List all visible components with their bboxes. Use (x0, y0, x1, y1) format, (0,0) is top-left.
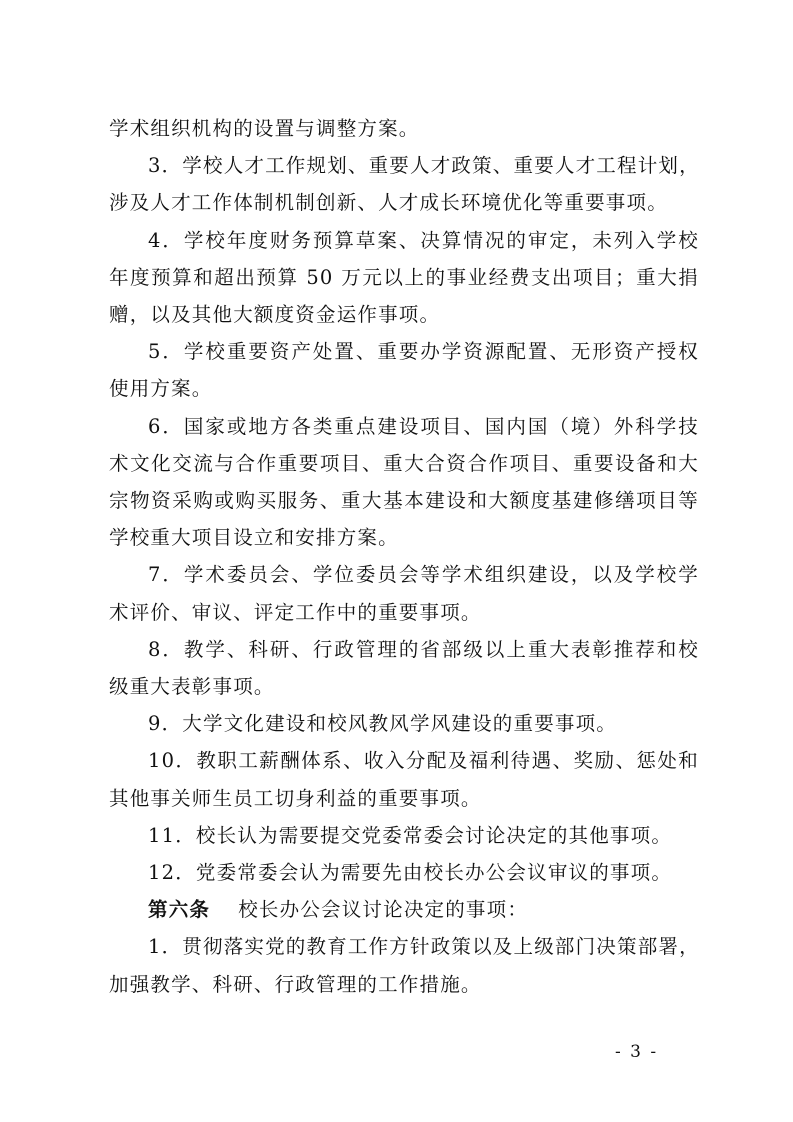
text-line: 11．校长认为需要提交党委常委会讨论决定的其他事项。 (148, 823, 673, 847)
paragraph (109, 147, 699, 221)
paragraph (109, 817, 699, 854)
paragraph (109, 742, 699, 816)
body-text (109, 110, 699, 1003)
paragraph (109, 222, 699, 334)
text-line: 8．教学、科研、行政管理的省部级以上重大表彰推荐和校 (148, 637, 699, 661)
paragraph (109, 333, 699, 407)
text-line: 12．党委常委会认为需要先由校长办公会议审议的事项。 (148, 861, 673, 885)
text-line: 年度预算和超出预算 50 万元以上的事业经费支出项目；重大捐 (109, 265, 699, 289)
text-line: 加强教学、科研、行政管理的工作措施。 (109, 972, 482, 996)
article-text: 校长办公会议讨论决定的事项： (238, 898, 529, 922)
paragraph (109, 705, 699, 742)
paragraph (109, 110, 699, 147)
text-line: 术评价、审议、评定工作中的重要事项。 (109, 600, 482, 624)
page-number: - 3 - (615, 1042, 659, 1062)
text-line: 级重大表彰事项。 (109, 675, 275, 699)
paragraph (109, 556, 699, 630)
text-line: 术文化交流与合作重要项目、重大合资合作项目、重要设备和大 (109, 451, 699, 475)
paragraph (109, 631, 699, 705)
article-paragraph (109, 891, 699, 928)
text-line: 涉及人才工作体制机制创新、人才成长环境优化等重要事项。 (109, 191, 668, 215)
text-line: 3．学校人才工作规划、重要人才政策、重要人才工程计划， (148, 154, 700, 178)
text-line: 5．学校重要资产处置、重要办学资源配置、无形资产授权 (148, 340, 699, 364)
text-line: 4．学校年度财务预算草案、决算情况的审定，未列入学校 (148, 228, 699, 252)
text-line: 赠，以及其他大额度资金运作事项。 (109, 303, 441, 327)
text-line: 使用方案。 (109, 377, 213, 401)
paragraph (109, 408, 699, 557)
text-line: 9．大学文化建设和校风教风学风建设的重要事项。 (148, 712, 618, 736)
paragraph (109, 928, 699, 1002)
text-line: 学术组织机构的设置与调整方案。 (109, 117, 420, 140)
text-line: 6．国家或地方各类重点建设项目、国内国（境）外科学技 (148, 414, 699, 438)
text-line: 学校重大项目设立和安排方案。 (109, 526, 399, 550)
text-line: 10．教职工薪酬体系、收入分配及福利待遇、奖励、惩处和 (148, 749, 699, 773)
text-line: 其他事关师生员工切身利益的重要事项。 (109, 786, 482, 810)
article-heading: 第六条 (148, 898, 211, 922)
text-line: 1．贯彻落实党的教育工作方针政策以及上级部门决策部署， (148, 935, 700, 959)
paragraph (109, 854, 699, 891)
text-line: 7．学术委员会、学位委员会等学术组织建设，以及学校学 (148, 563, 699, 587)
text-line (109, 891, 699, 928)
text-line: 宗物资采购或购买服务、重大基本建设和大额度基建修缮项目等 (109, 489, 699, 513)
